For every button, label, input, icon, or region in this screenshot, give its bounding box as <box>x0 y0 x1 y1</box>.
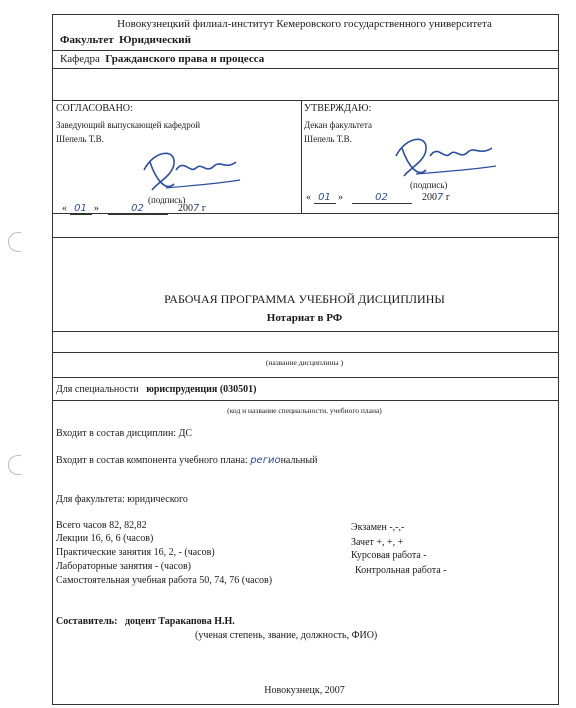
hours-total: Всего часов 82, 82,82 <box>56 520 147 531</box>
date-left-year-suffix: г <box>201 203 206 214</box>
assessment-credit: Зачет +, +, + <box>351 537 404 548</box>
assessment-coursework: Курсовая работа - <box>351 550 427 561</box>
hours-self-study: Самостоятельная учебная работа 50, 74, 76 (часов) <box>56 575 273 586</box>
department-row <box>60 53 264 65</box>
faculty-row <box>60 34 191 46</box>
approval-right-position: Декан факультета <box>304 120 372 130</box>
binder-hole <box>8 232 21 252</box>
author-row <box>56 616 235 627</box>
hours-practical: Практические занятия 16, 2, - (часов) <box>56 547 215 558</box>
quote-close: » <box>94 203 99 214</box>
component-suffix: нальный <box>280 455 318 466</box>
program-title: РАБОЧАЯ ПРОГРАММА УЧЕБНОЙ ДИСЦИПЛИНЫ <box>164 292 445 306</box>
component-hand: регио <box>250 455 281 466</box>
date-right-month: 02 <box>352 192 412 204</box>
specialty-caption: (код и название специальности, учебного плана) <box>227 406 382 415</box>
faculty-label: Факультет <box>60 34 114 46</box>
hours-lectures: Лекции 16, 6, 6 (часов) <box>56 533 154 544</box>
quote-open: « <box>62 203 67 214</box>
date-left-month: 02 <box>108 203 168 215</box>
discipline-caption: (название дисциплины ) <box>265 358 344 367</box>
component-line <box>56 455 317 466</box>
hours-laboratory: Лабораторные занятия - (часов) <box>56 561 192 572</box>
faculty-line: Для факультета: юридического <box>56 494 188 505</box>
date-left-year-prefix: 200 <box>178 203 193 214</box>
assessment-exam: Экзамен -,-,- <box>351 522 405 533</box>
approval-right-title: УТВЕРЖДАЮ: <box>304 103 372 114</box>
approval-right-name: Шепель Т.В. <box>304 134 352 144</box>
specialty-value: юриспруденция (030501) <box>146 384 257 395</box>
faculty-value: Юридический <box>119 34 191 46</box>
institution-name: Новокузнецкий филиал-институт Кемеровского государственного университета <box>117 18 492 30</box>
approval-right-date <box>306 192 450 204</box>
quote-open: « <box>306 192 311 203</box>
approval-left-date <box>62 203 206 215</box>
quote-close: » <box>338 192 343 203</box>
approval-left-name: Шепель Т.В. <box>56 134 104 144</box>
author-label: Составитель: <box>56 616 118 627</box>
date-left-year-hand: 7 <box>193 203 200 214</box>
footer-city-year: Новокузнецк, 2007 <box>264 685 345 696</box>
disciplines-line: Входит в состав дисциплин: ДС <box>56 428 193 439</box>
discipline-name: Нотариат в РФ <box>266 312 343 324</box>
department-value: Гражданского права и процесса <box>105 53 265 65</box>
department-label: Кафедра <box>60 53 100 65</box>
specialty-row <box>56 384 257 395</box>
signature-left-caption: (подпись) <box>148 195 186 205</box>
approval-left-title: СОГЛАСОВАНО: <box>56 103 133 114</box>
assessment-control: Контрольная работа - <box>355 565 447 576</box>
author-caption: (ученая степень, звание, должность, ФИО) <box>195 630 378 641</box>
specialty-label: Для специальности <box>56 384 139 395</box>
date-right-year-hand: 7 <box>437 192 444 203</box>
author-value: доцент Таракапова Н.Н. <box>124 616 235 627</box>
date-left-day: 01 <box>70 203 92 215</box>
binder-hole <box>8 455 21 475</box>
signature-right-caption: (подпись) <box>410 180 448 190</box>
date-right-day: 01 <box>314 192 336 204</box>
approval-left-position: Заведующий выпускающей кафедрой <box>56 120 201 130</box>
date-right-year-suffix: г <box>445 192 450 203</box>
component-prefix: Входит в состав компонента учебного плана: <box>56 455 248 466</box>
date-right-year-prefix: 200 <box>422 192 437 203</box>
